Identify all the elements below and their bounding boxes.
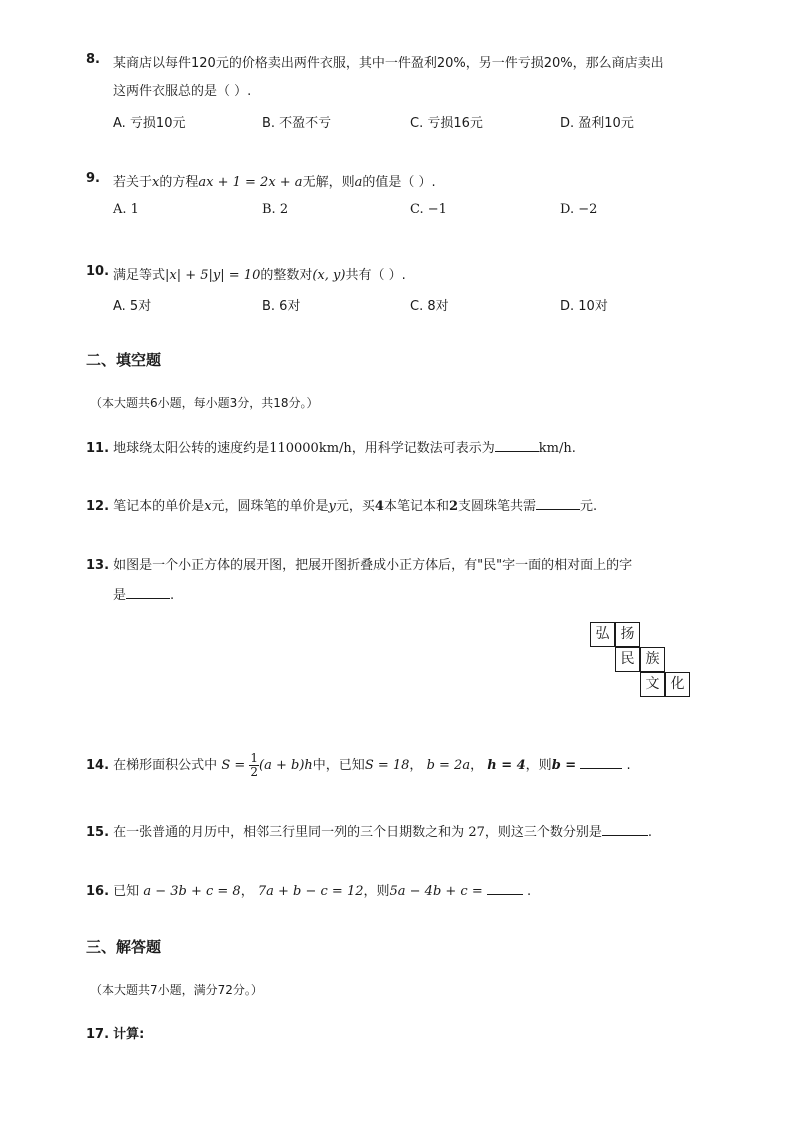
formula-lhs: S = <box>221 758 246 773</box>
question-17 <box>86 1023 144 1042</box>
section-note: （本大题共7小题，满分72分。） <box>90 983 263 997</box>
condition: b = 2a <box>426 758 471 773</box>
math-pair: (x, y) <box>312 268 346 283</box>
text-segment: 笔记本的单价是 <box>113 499 205 514</box>
math-number: 2 <box>448 499 459 514</box>
question-8-text-line1: 某商店以每件120元的价格卖出两件衣服，其中一件盈利20%，另一件亏损20%，那么商店卖出 <box>113 56 664 71</box>
text-segment: 共有（ ）. <box>345 268 406 283</box>
fraction-numerator: 1 <box>250 751 259 765</box>
text-segment: . <box>626 758 631 773</box>
option-b[interactable]: B. 不盈不亏 <box>262 116 332 131</box>
cube-face-min: 民 <box>615 647 640 672</box>
math-var: a <box>354 175 363 190</box>
condition: S = 18 <box>364 758 410 773</box>
question-number: 14. <box>86 758 110 773</box>
option-c[interactable] <box>410 202 447 217</box>
section-title: 二、填空题 <box>86 351 162 369</box>
question-number: 10. <box>86 264 110 279</box>
equation: a − 3b + c = 8 <box>143 884 241 899</box>
text-segment: 在一张普通的月历中，相邻三行里同一列的三个日期数之和为 <box>113 825 465 840</box>
question-9 <box>86 171 100 186</box>
question-8-text-line2: 这两件衣服总的是（ ）. <box>113 84 252 99</box>
cube-face-wen: 文 <box>640 672 665 697</box>
text-segment: 满足等式 <box>113 268 166 283</box>
question-13-text-line2 <box>113 584 174 603</box>
question-17-text: 计算: <box>113 1027 145 1042</box>
cube-face-hua: 化 <box>665 672 690 697</box>
equation: ax + 1 = 2x + a <box>198 175 303 190</box>
option-a[interactable]: A. 亏损10元 <box>113 116 186 131</box>
text-segment: 的值是（ ）. <box>362 175 436 190</box>
cube-face-yang: 扬 <box>615 622 640 647</box>
option-b[interactable] <box>262 202 288 217</box>
question-13 <box>86 554 632 573</box>
text-segment: 元，圆珠笔的单价是 <box>211 499 329 514</box>
answer-blank[interactable] <box>495 439 539 452</box>
text-segment: 若关于 <box>113 175 153 190</box>
option-b[interactable]: B. 6对 <box>262 299 301 314</box>
answer-blank[interactable] <box>126 586 170 599</box>
equation: |x| + 5|y| = 10 <box>165 268 261 283</box>
text-segment: 元. <box>580 499 598 514</box>
b-equals: b = <box>551 758 577 773</box>
question-8 <box>86 52 100 67</box>
question-14: 14. 在梯形面积公式中 S = $\frac{1}{2}$ (a + b)h中，已知S = 18， b = 2a， h = 4，则b = . <box>86 751 631 779</box>
option-d[interactable] <box>560 202 597 217</box>
option-c[interactable]: C. 8对 <box>410 299 449 314</box>
text-segment: 已知 <box>113 884 140 899</box>
text-segment: 的方程 <box>159 175 199 190</box>
question-number: 9. <box>86 171 100 186</box>
option-d[interactable]: D. 10对 <box>560 299 608 314</box>
text-segment: 是 <box>113 588 127 603</box>
text-segment: 中，已知 <box>312 758 365 773</box>
option-c[interactable]: C. 亏损16元 <box>410 116 483 131</box>
option-label: C. −1 <box>410 202 447 217</box>
section-title: 三、解答题 <box>86 938 162 956</box>
option-a[interactable] <box>113 202 139 217</box>
question-number: 16. <box>86 884 110 899</box>
formula-rhs: (a + b)h <box>259 758 313 773</box>
question-10 <box>86 264 109 279</box>
math-value: 27 <box>468 825 485 840</box>
question-15 <box>86 821 652 840</box>
answer-blank[interactable] <box>602 823 648 836</box>
question-16: 16. 已知 a − 3b + c = 8， 7a + b − c = 12，则5a − 4b + c = . <box>86 884 532 899</box>
text-segment: . <box>170 588 175 603</box>
equation: 5a − 4b + c = <box>389 884 483 899</box>
math-number: 4 <box>374 499 384 514</box>
question-number: 13. <box>86 558 110 573</box>
text-segment: 的整数对 <box>260 268 313 283</box>
question-11 <box>86 437 576 456</box>
math-var: x <box>152 175 160 190</box>
math-unit: km/h <box>538 441 572 456</box>
option-d[interactable]: D. 盈利10元 <box>560 116 634 131</box>
answer-blank[interactable] <box>536 497 580 510</box>
question-number: 17. <box>86 1027 110 1042</box>
question-13-text-line1: 如图是一个小正方体的展开图，把展开图折叠成小正方体后，有"民"字一面的相对面上的字 <box>113 558 633 573</box>
answer-blank[interactable] <box>580 756 622 769</box>
option-label: D. −2 <box>560 202 598 217</box>
answer-blank[interactable] <box>487 882 523 895</box>
question-number: 12. <box>86 499 110 514</box>
question-number: 15. <box>86 825 110 840</box>
question-number: 8. <box>86 52 100 67</box>
fraction-denominator: 2 <box>250 765 259 779</box>
condition: h = 4 <box>487 758 526 773</box>
question-12 <box>86 495 597 514</box>
question-number: 11. <box>86 441 110 456</box>
equation: 7a + b − c = 12 <box>257 884 364 899</box>
math-var: x <box>204 499 212 514</box>
text-segment: 本笔记本和 <box>383 499 449 514</box>
section-note: （本大题共6小题，每小题3分，共18分。） <box>90 396 319 410</box>
question-9-text <box>113 171 436 190</box>
option-label: A. 1 <box>113 202 139 217</box>
text-segment: ，则这三个数分别是 <box>484 825 602 840</box>
option-label: B. 2 <box>262 202 289 217</box>
math-value: 110000km/h <box>269 441 352 456</box>
math-var: y <box>328 499 336 514</box>
text-segment: . <box>527 884 532 899</box>
text-segment: ，用科学记数法可表示为 <box>351 441 495 456</box>
text-segment: 元，买 <box>335 499 375 514</box>
text-segment: . <box>647 825 653 840</box>
cube-face-zu: 族 <box>640 647 665 672</box>
text-segment: ，则 <box>363 884 390 899</box>
question-10-text <box>113 264 406 283</box>
fraction <box>249 752 259 779</box>
text-segment: . <box>571 441 576 456</box>
option-a[interactable]: A. 5对 <box>113 299 152 314</box>
text-segment: 无解，则 <box>302 175 355 190</box>
text-segment: ，则 <box>525 758 552 773</box>
cube-net-figure <box>590 622 694 700</box>
text-segment: 支圆珠笔共需 <box>458 499 537 514</box>
cube-face-hong: 弘 <box>590 622 615 647</box>
text-segment: 地球绕太阳公转的速度约是 <box>113 441 270 456</box>
text-segment: 在梯形面积公式中 <box>113 758 218 773</box>
